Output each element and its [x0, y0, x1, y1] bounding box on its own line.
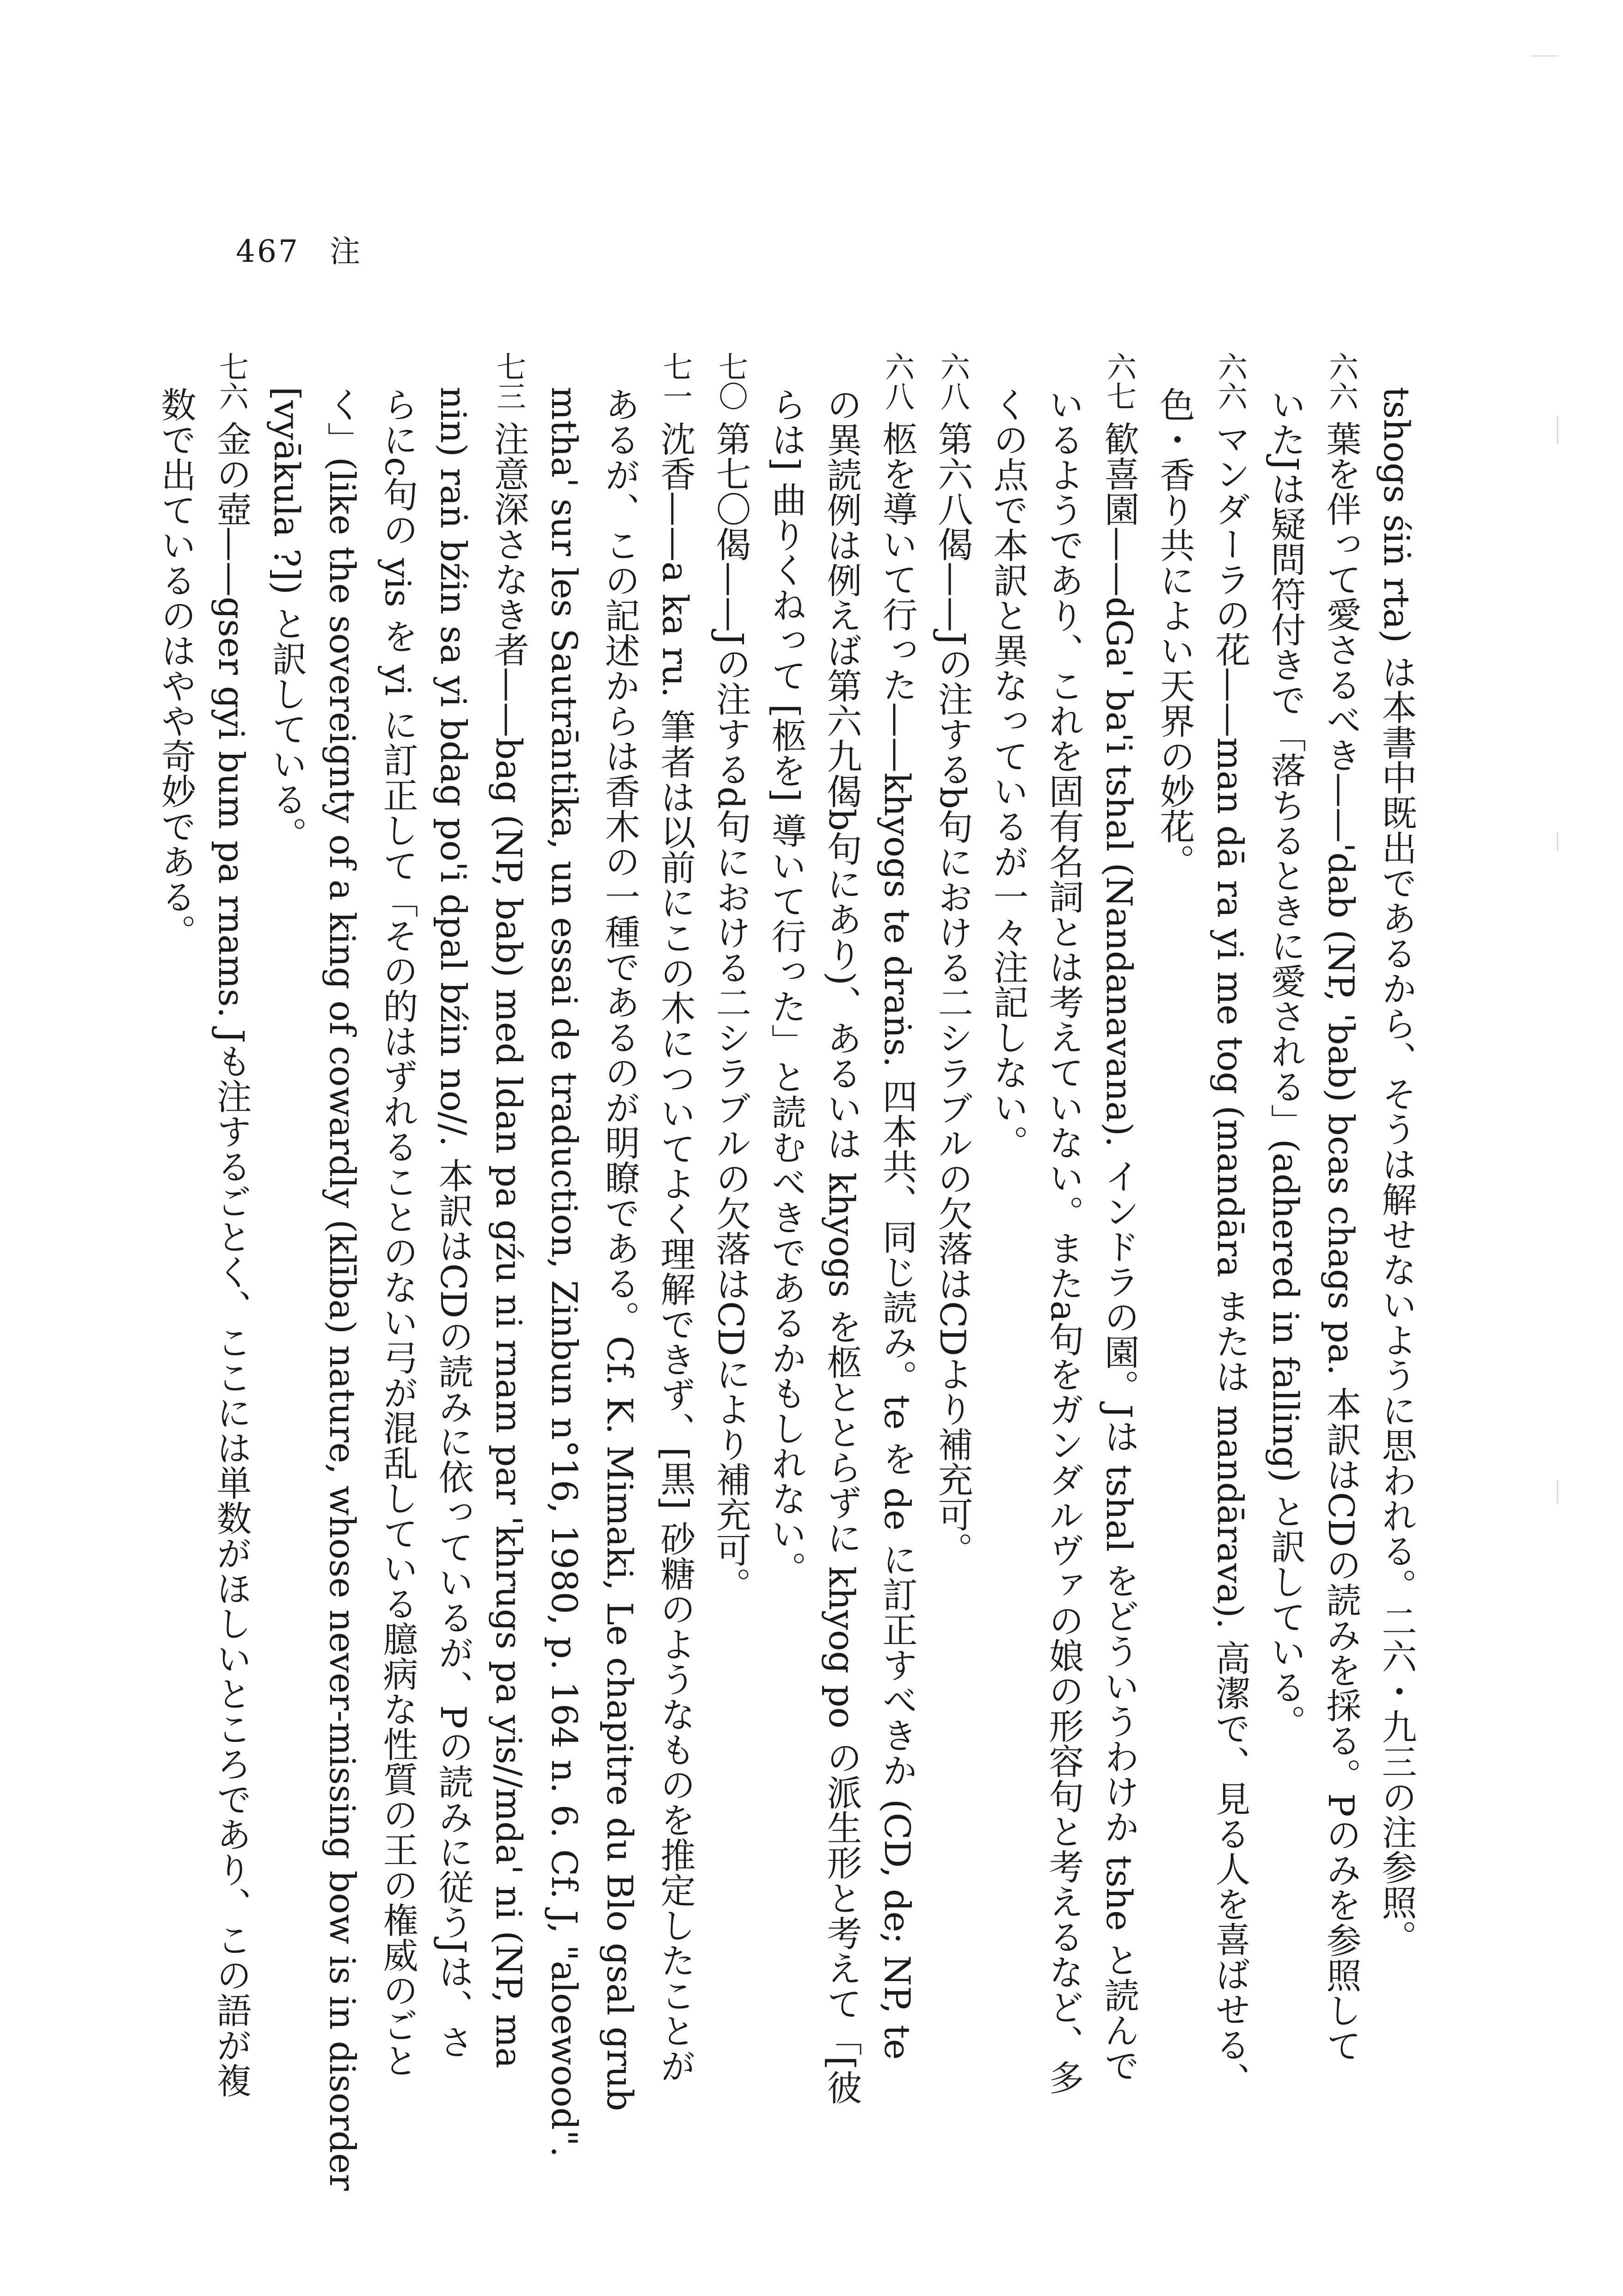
note-number: 六六	[1324, 352, 1358, 411]
notes-body	[148, 352, 1424, 2191]
note-entry-line	[1202, 352, 1258, 2098]
note-text: いるようであり、これを固有名詞とは考えていない。またa句をガンダルヴァの娘の形容句と考えるなど、多	[1043, 387, 1084, 2095]
note-text: 第六八偈——Jの注するb句における二シラブルの欠落はCDより補充可。	[932, 421, 973, 1568]
note-number: 七一	[658, 352, 692, 411]
note-text: mtha' sur les Sautrāntika, un essai de traduction, Zinbun n°16, 1980, p. 164 n. 6. Cf. J, "aloewood".	[544, 387, 585, 2158]
note-continuation-line	[1147, 352, 1202, 2072]
note-continuation-line	[148, 352, 203, 2072]
note-entry-line	[869, 352, 925, 2072]
note-entry-line	[703, 352, 758, 2072]
note-continuation-line	[980, 352, 1036, 2072]
page-header	[236, 227, 362, 271]
note-continuation-line	[536, 352, 592, 2158]
section-title: 注	[329, 234, 362, 269]
note-text: 歓喜園——dGa' ba'i tshal (Nandanavana). インドラの園。Jは tshal をどういうわけか tshe と読んで	[1099, 421, 1140, 2083]
note-continuation-line	[370, 352, 425, 2078]
note-entry-line	[1091, 352, 1147, 2083]
note-number: 七〇	[713, 352, 748, 411]
scan-tick-mark	[1557, 1480, 1558, 1503]
note-number: 六八	[935, 352, 970, 411]
note-continuation-line	[259, 352, 314, 2072]
note-continuation-line	[1036, 352, 1091, 2095]
note-continuation-line	[592, 352, 647, 2111]
note-number: 六六	[1213, 352, 1247, 411]
note-number: 六七	[1102, 352, 1136, 411]
note-entry-line	[1313, 352, 1369, 2072]
note-entry-line	[647, 352, 703, 2084]
note-text: の異読例は例えば第六九偈b句にあり)、あるいは khyogs を柩ととらずに khyog po の派生形と考えて「[彼	[821, 387, 862, 2105]
note-continuation-line	[1369, 352, 1424, 2072]
note-continuation-line	[814, 352, 869, 2105]
note-continuation-line	[314, 352, 370, 2191]
note-text: 金の壺——gser gyi bum pa rnams. Jも注するごとく、ここには単数がほしいところであり、この語が複	[211, 421, 252, 2098]
note-text: 葉を伴って愛さるべき——'dab (NP, 'bab) bcas chags pa. 本訳はCDの読みを採る。Pのみを参照して	[1321, 421, 1362, 2063]
note-text: マンダーラの花——man dā ra yi me tog (mandāra または mandārava). 高潔で、見る人を喜ばせる、	[1210, 421, 1251, 2098]
note-text: く」(like the sovereignty of a king of cowardly (klība) nature, whose never-missing bow is in disorder	[322, 387, 363, 2191]
note-number: 六八	[880, 352, 914, 411]
note-text: 注意深さなき者——bag (NP, bab) med ldan pa gźu ni rnam par 'khrugs pa yis//mda' ni (NP, ma	[488, 421, 529, 2068]
scan-tick-mark	[1557, 833, 1558, 851]
note-text: いたJは疑問符付きで「落ちるときに愛される」(adhered in falling) と訳している。	[1265, 387, 1306, 1740]
note-text: 数で出ているのはやや奇妙である。	[155, 387, 197, 949]
note-text: らにc句の yis を yi に訂正して「その的はずれることのない弓が混乱している臆病な性質の王の権威のごと	[377, 387, 418, 2078]
note-text: らは] 曲りくねって [柩を] 導いて行った」と読むべきであるかもしれない。	[766, 387, 807, 1586]
note-text: 沈香——a ka ru. 筆者は以前にこの木についてよく理解できず、[黒] 砂糖のようなものを推定したことが	[655, 421, 696, 2084]
note-text: nin) raṅ bźin sa yi bdag po'i dpal bźin no//. 本訳はCDの読みに依っているが、Pの読みに従うJは、さ	[433, 387, 474, 2060]
note-entry-line	[481, 352, 536, 2072]
note-entry-line	[925, 352, 980, 2072]
note-text: 柩を導いて行った——khyogs te draṅs. 四本共、同じ読み。te を de に訂正すべきか (CD, de; NP, te	[877, 421, 918, 2060]
page-number: 467	[236, 234, 300, 269]
note-text: [vyākula ?]) と訳している。	[266, 387, 307, 852]
note-number: 七六	[214, 352, 248, 411]
note-continuation-line	[758, 352, 814, 2072]
note-continuation-line	[425, 352, 481, 2072]
note-text: 色・香り共によい天界の妙花。	[1154, 387, 1195, 879]
scan-tick-mark	[1557, 416, 1558, 444]
note-text: tshogs śiṅ rta) は本書中既出であるから、そうは解せないように思われる。二六・九三の注参照。	[1376, 387, 1417, 1955]
note-continuation-line	[1258, 352, 1313, 2072]
note-number: 七三	[492, 352, 526, 411]
note-entry-line	[203, 352, 259, 2098]
note-text: あるが、この記述からは香木の一種であるのが明瞭である。Cf. K. Mimaki, Le chapitre du Blo gsal grub	[599, 387, 640, 2111]
note-text: くの点で本訳と異なっているが一々注記しない。	[988, 387, 1029, 1160]
note-text: 第七〇偈——Jの注するd句における二シラブルの欠落はCDにより補充可。	[710, 421, 751, 1603]
